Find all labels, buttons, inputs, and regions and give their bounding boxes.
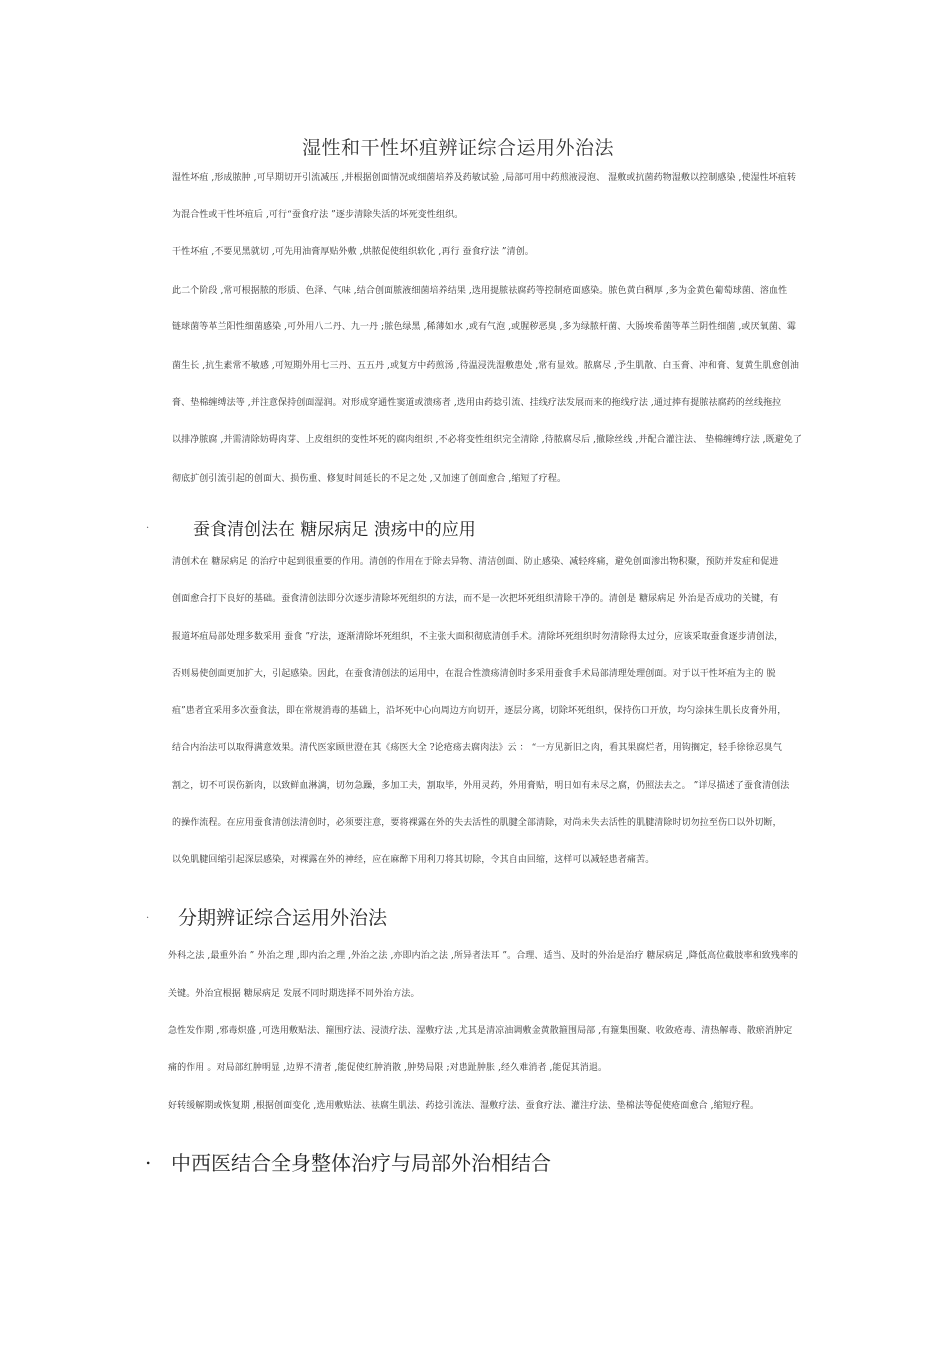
section-bullet: ·: [146, 523, 150, 534]
paragraph-line: 割之，切不可误伤新肉，以致鲜血淋漓，切勿急躁，多加工夫，割取毕，外用灵药，外用膏贴，明日如有未尽之腐，仍照法去之。 ”详尽描述了蚕食清创法: [172, 781, 790, 791]
paragraph-line: 否则易使创面更加扩大，引起感染。因此，在蚕食清创法的运用中，在混合性溃疡清创时多采用蚕食手术局部清理处理创面。对于以干性坏疽为主的 脱: [172, 669, 776, 679]
paragraph-line: 痛的作用 。对局部红肿明显 ,边界不清者 ,能促使红肿消散 ,肿势局限 ;对患趾肿胀 ,经久难消者 ,能促其消退。: [168, 1063, 608, 1073]
paragraph-line: 此二个阶段 ,常可根据脓的形质、色泽、气味 ,结合创面脓液细菌培养结果 ,选用提脓祛腐药等控制疮面感染。脓色黄白稠厚 ,多为金黄色葡萄球菌、溶血性: [172, 286, 788, 296]
paragraph-line: 创面愈合打下良好的基础。蚕食清创法即分次逐步清除坏死组织的方法，而不是一次把坏死组织清除干净的。清创是 糖尿病足 外治是否成功的关键，有: [172, 594, 779, 604]
paragraph-line: 清创术在 糖尿病足 的治疗中起到很重要的作用。清创的作用在于除去异物、清洁创面、防止感染、减轻疼痛，避免创面渗出物积聚，预防并发症和促进: [172, 557, 779, 567]
page-title: 湿性和干性坏疽辨证综合运用外治法: [302, 137, 615, 159]
paragraph-line: 关键。外治宜根据 糖尿病足 发展不同时期选择不同外治方法。: [168, 989, 420, 999]
section-bullet: .: [145, 1145, 152, 1169]
paragraph-line: 链球菌等革兰阳性细菌感染 ,可外用八二丹、九一丹 ;脓色绿黑 ,稀薄如水 ,或有气泡 ,或腥秽恶臭 ,多为绿脓杆菌、大肠埃希菌等革兰阴性细菌 ,或厌氧菌、霉: [172, 322, 797, 332]
paragraph-line: 彻底扩创引流引起的创面大、损伤重、修复时间延长的不足之处 ,又加速了创面愈合 ,缩短了疗程。: [172, 474, 567, 484]
section-heading: 蚕食清创法在 糖尿病足 溃疡中的应用: [193, 520, 476, 540]
paragraph-line: 报道坏疽局部处理多数采用 蚕食 ”疗法，逐渐清除坏死组织，不主张大面积彻底清创手术。清除坏死组织时勿清除得太过分，应该采取蚕食逐步清创法，: [172, 632, 784, 642]
paragraph-line: 湿性坏疽 ,形成脓肿 ,可早期切开引流减压 ,并根据创面情况或细菌培养及药敏试验 ,局部可用中药煎液浸泡、 湿敷或抗菌药物湿敷以控制感染 ,使湿性坏疽转: [172, 173, 797, 183]
section-bullet: ·: [146, 913, 150, 924]
paragraph-line: 膏、垫棉缠缚法等 ,并注意保持创面湿润。对形成穿通性窦道或溃疡者 ,选用由药捻引流、挂线疗法发展而来的拖线疗法 ,通过捧有提脓祛腐药的丝线拖拉: [172, 398, 782, 408]
paragraph-line: 为混合性或干性坏疽后 ,可行“蚕食疗法 ”逐步清除失活的坏死变性组织。: [172, 210, 464, 220]
paragraph-line: 以免肌腱回缩引起深层感染，对裸露在外的神经，应在麻醉下用利刀将其切除，令其自由回缩，这样可以减轻患者痛苦。: [172, 855, 655, 865]
paragraph-line: 的操作流程。在应用蚕食清创法清创时，必须要注意，要将裸露在外的失去活性的肌腱全部清除，对尚未失去活性的肌腱清除时切勿拉至伤口以外切断，: [172, 818, 782, 828]
section-heading: 分期辨证综合运用外治法: [178, 907, 388, 929]
paragraph-line: 疽”患者宜采用多次蚕食法，即在常规消毒的基础上，沿坏死中心向周边方向切开，逐层分离，切除坏死组织，保持伤口开放，均匀涂抹生肌长皮膏外用，: [172, 706, 787, 716]
paragraph-line: 菌生长 ,抗生素常不敏感 ,可短期外用七三丹、五五丹 ,或复方中药煎汤 ,待温浸洗湿敷患处 ,常有显效。脓腐尽 ,予生肌散、白玉膏、冲和膏、复黄生肌愈创油: [172, 361, 800, 371]
paragraph-line: 结合内治法可以取得满意效果。清代医家顾世澄在其《疡医大全 ?论疮疡去腐肉法》云 ： “一方见新旧之肉，看其果腐烂者，用钩搁定，轻手徐徐忍臭气: [172, 743, 783, 753]
paragraph-line: 急性发作期 ,邪毒炽盛 ,可选用敷贴法、箍围疗法、浸渍疗法、湿敷疗法 ,尤其是清凉油调敷金黄散箍围局部 ,有箍集围聚、收敛疮毒、清热解毒、散瘀消肿定: [168, 1026, 793, 1036]
paragraph-line: 以排净脓腐 ,并需清除妨碍肉芽、上皮组织的变性坏死的腐肉组织 ,不必将变性组织完全清除 ,待脓腐尽后 ,撤除丝线 ,并配合灌注法、 垫棉缠缚疗法 ,既避免了: [172, 435, 802, 445]
paragraph-line: 外科之法 ,最重外治 ” 外治之理 ,即内治之理 ,外治之法 ,亦即内治之法 ,所异者法耳 ”。合理、适当、及时的外治是治疗 糖尿病足 ,降低高位截肢率和致残率的: [168, 951, 799, 961]
section-heading: 中西医结合全身整体治疗与局部外治相结合: [171, 1151, 551, 1175]
paragraph-line: 干性坏疽 ,不要见黑就切 ,可先用油膏厚贴外敷 ,烘脓促使组织软化 ,再行 蚕食疗法 ”清创。: [172, 247, 534, 257]
paragraph-line: 好转缓解期或恢复期 ,根据创面变化 ,选用敷贴法、祛腐生肌法、药捻引流法、湿敷疗法、蚕食疗法、灌注疗法、垫棉法等促使疮面愈合 ,缩短疗程。: [168, 1101, 760, 1111]
